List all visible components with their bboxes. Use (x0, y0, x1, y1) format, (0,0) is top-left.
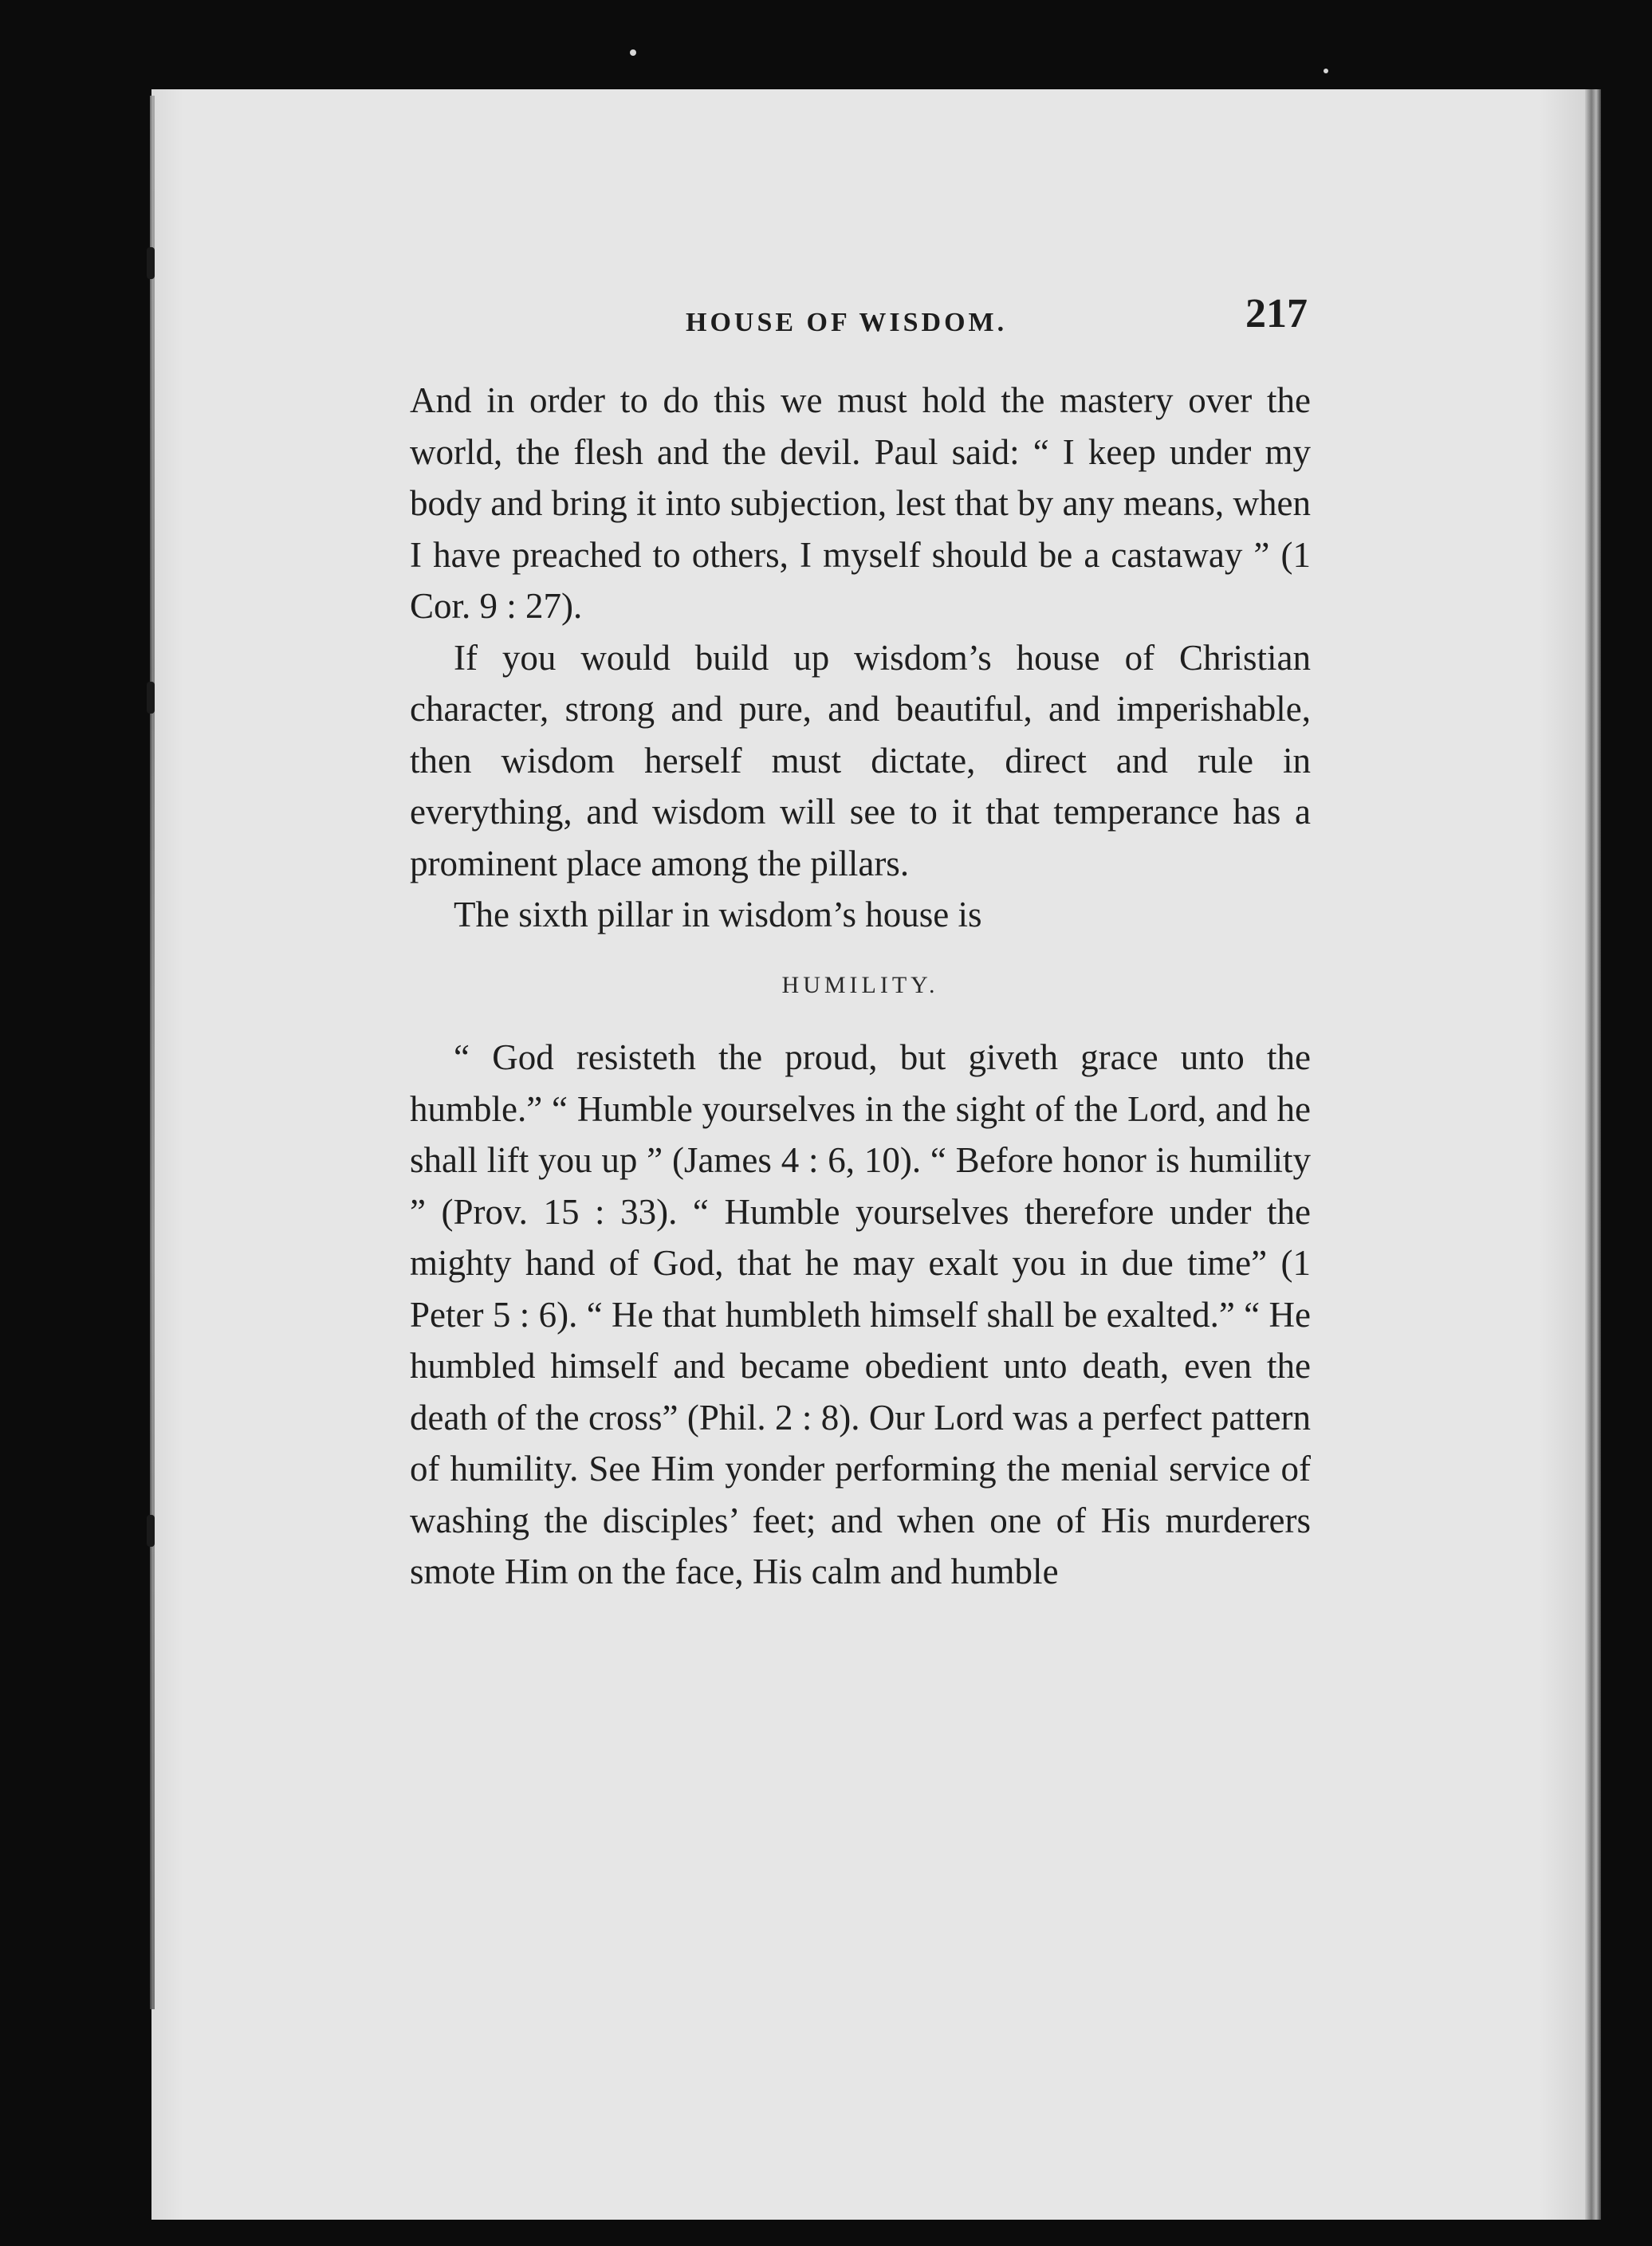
page-header (415, 285, 1308, 349)
page-binding-edge (150, 96, 155, 2009)
paragraph-wisdom-house: If you would build up wisdom’s house of Christian character, strong and pure, and beautiful, and imperishable, then wisdom herself must dictate, direct and rule in everything, and wisdom will see to it that temperance has a prominent place among the pillars. (410, 637, 1311, 883)
page-right-edge (1585, 89, 1601, 2220)
binding-mark-lower (147, 1515, 155, 1547)
page-number: 217 (1245, 291, 1308, 336)
paragraph-mastery: And in order to do this we must hold the mastery over the world, the flesh and the devil. Paul said: “ I keep under my body and bring it into subjection, lest that by any means, when I have preached to others, I myself should be a castaway ” (1 Cor. 9 : 27). (410, 380, 1311, 626)
paragraph-humility: “ God resisteth the proud, but giveth grace unto the humble.” “ Humble yourselves in the sight of the Lord, and he shall lift you up ” (James 4 : 6, 10). “ Before honor is humility ” (Prov. 15 : 33). “ Humble yourselves therefore under the mighty hand of God, that he may exalt you in due time” (1 Peter 5 : 6). “ He that humbleth himself shall be exalted.” “ He humbled himself and became obedient unto death, even the death of the cross” (Phil. 2 : 8). Our Lord was a perfect pattern of humility. See Him yonder performing the menial service of washing the disciples’ feet; and when one of His murderers smote Him on the face, His calm and humble (410, 1037, 1311, 1591)
section-heading-humility: HUMILITY. (781, 971, 939, 998)
paragraph-sixth-pillar: The sixth pillar in wisdom’s house is (454, 895, 982, 934)
page-text (410, 375, 1311, 1598)
scan-speck (1324, 69, 1328, 73)
running-head: HOUSE OF WISDOM. (686, 308, 1008, 337)
binding-mark-middle (147, 682, 155, 714)
scan-speck (630, 49, 636, 56)
binding-mark-top (147, 247, 155, 279)
